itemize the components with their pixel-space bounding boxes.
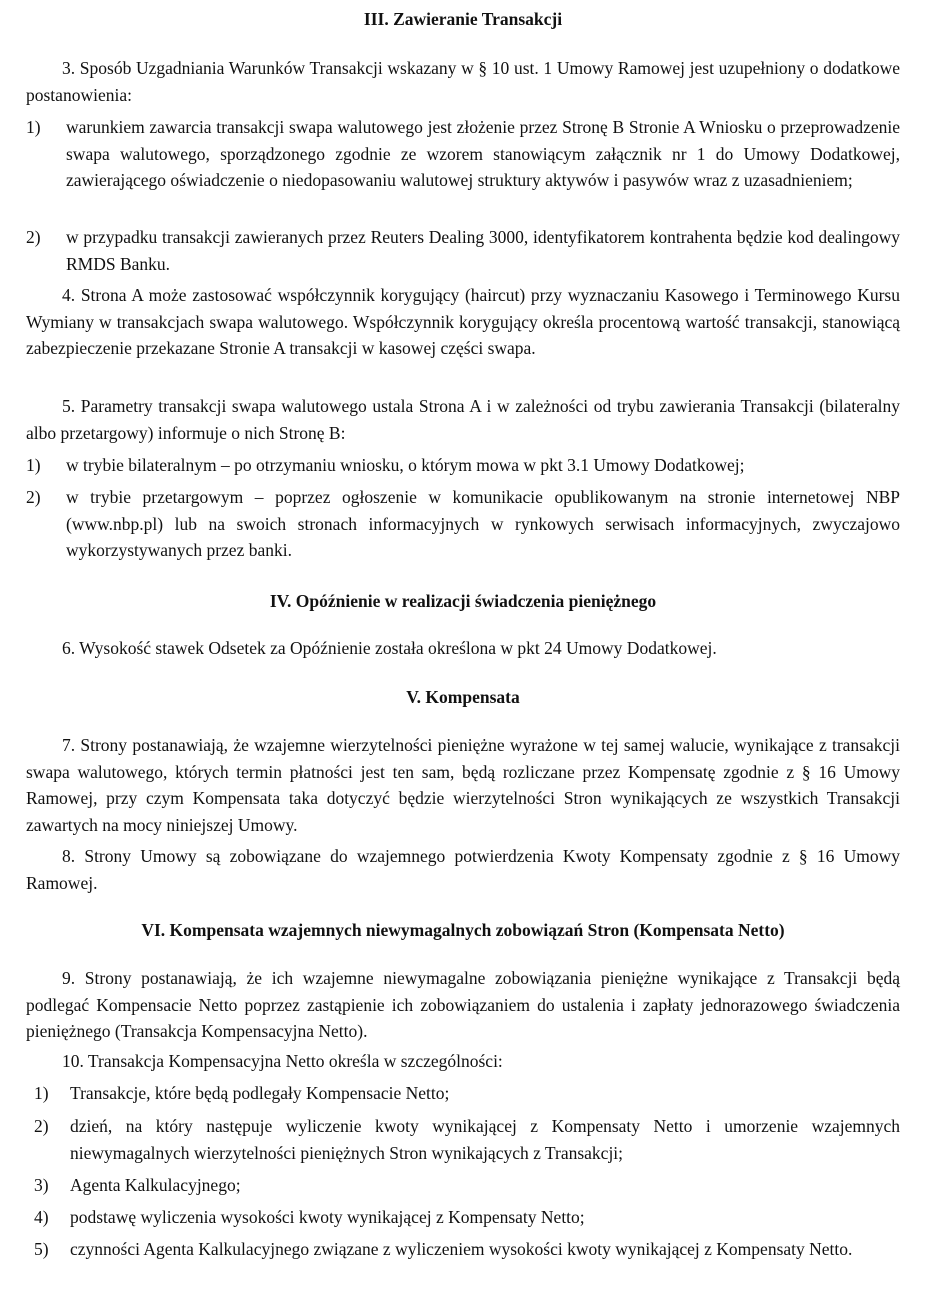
list-item <box>26 1113 900 1166</box>
paragraph-7: 7. Strony postanawiają, że wzajemne wierzytelności pieniężne wyrażone w tej samej walucie, wynikające z transakcji swapa walutowego, których termin płatności jest ten sam, będą rozliczane przez Kompensatę zgodnie z § 16 Umowy Ramowej, przy czym Kompensata taka dotyczyć będzie wierzytelności Stron wynikających ze wszystkich Transakcji zawartych na mocy niniejszej Umowy. <box>26 735 900 835</box>
section-heading-4: IV. Opóźnienie w realizacji świadczenia pieniężnego <box>269 591 657 611</box>
list-number: 3) <box>34 1175 49 1195</box>
section-heading-3: III. Zawieranie Transakcji <box>363 9 563 29</box>
list-item <box>26 1204 900 1231</box>
list-number: 2) <box>34 1116 49 1136</box>
paragraph-8: 8. Strony Umowy są zobowiązane do wzajemnego potwierdzenia Kwoty Kompensaty zgodnie z § 16 Umowy Ramowej. <box>26 846 900 893</box>
list-text: Transakcje, które będą podlegały Kompensacie Netto; <box>70 1083 450 1103</box>
list-text: warunkiem zawarcia transakcji swapa walutowego jest złożenie przez Stronę B Stronie A Wniosku o przeprowadzenie swapa walutowego, sporządzonego zgodnie ze wzorem stanowiącym załącznik nr 1 do Umowy Dodatkowej, zawierającego oświadczenie o niedopasowaniu walutowej struktury aktywów i pasywów wraz z uzasadnieniem; <box>66 117 900 190</box>
paragraph-10: 10. Transakcja Kompensacyjna Netto określa w szczególności: <box>62 1051 503 1071</box>
list-number: 2) <box>26 487 41 507</box>
paragraph-9: 9. Strony postanawiają, że ich wzajemne niewymagalne zobowiązania pieniężne wynikające z Transakcji będą podlegać Kompensacie Netto poprzez zastąpienie ich zobowiązaniem do ustalenia i zapłaty jednorazowego świadczenia pieniężnego (Transakcja Kompensacyjna Netto). <box>26 968 900 1041</box>
list-number: 1) <box>34 1083 49 1103</box>
list-number: 1) <box>26 455 41 475</box>
list-text: w przypadku transakcji zawieranych przez Reuters Dealing 3000, identyfikatorem kontrahenta będzie kod dealingowy RMDS Banku. <box>66 227 900 274</box>
list-item <box>26 484 900 564</box>
list-number: 2) <box>26 227 41 247</box>
section-heading-5: V. Kompensata <box>406 687 520 707</box>
list-item <box>26 224 900 277</box>
list-item <box>26 1080 900 1107</box>
list-text: Agenta Kalkulacyjnego; <box>70 1175 241 1195</box>
list-number: 5) <box>34 1239 49 1259</box>
paragraph-6: 6. Wysokość stawek Odsetek za Opóźnienie została określona w pkt 24 Umowy Dodatkowej. <box>62 638 717 658</box>
list-number: 1) <box>26 117 41 137</box>
list-text: w trybie przetargowym – poprzez ogłoszenie w komunikacie opublikowanym na stronie internetowej NBP (www.nbp.pl) lub na swoich stronach informacyjnych w rynkowych serwisach informacyjnych, zwyczajowo wykorzystywanych przez banki. <box>66 487 900 560</box>
section-heading-6: VI. Kompensata wzajemnych niewymagalnych zobowiązań Stron (Kompensata Netto) <box>141 920 785 940</box>
list-item <box>26 1172 900 1199</box>
paragraph-3: 3. Sposób Uzgadniania Warunków Transakcji wskazany w § 10 ust. 1 Umowy Ramowej jest uzupełniony o dodatkowe postanowienia: <box>26 58 900 105</box>
list-text: w trybie bilateralnym – po otrzymaniu wniosku, o którym mowa w pkt 3.1 Umowy Dodatkowej; <box>66 455 745 475</box>
list-item <box>26 452 900 479</box>
list-number: 4) <box>34 1207 49 1227</box>
paragraph-4: 4. Strona A może zastosować współczynnik korygujący (haircut) przy wyznaczaniu Kasowego i Terminowego Kursu Wymiany w transakcjach swapa walutowego. Współczynnik korygujący określa procentową wartość transakcji, stanowiącą zabezpieczenie przekazane Stronie A transakcji w kasowej części swapa. <box>26 285 900 358</box>
list-text: dzień, na który następuje wyliczenie kwoty wynikającej z Kompensaty Netto i umorzenie wzajemnych niewymagalnych wierzytelności pieniężnych Stron wynikających z Transakcji; <box>70 1116 900 1163</box>
list-item <box>26 114 900 194</box>
paragraph-5: 5. Parametry transakcji swapa walutowego ustala Strona A i w zależności od trybu zawierania Transakcji (bilateralny albo przetargowy) informuje o nich Stronę B: <box>26 396 900 443</box>
list-text: podstawę wyliczenia wysokości kwoty wynikającej z Kompensaty Netto; <box>70 1207 585 1227</box>
list-item <box>26 1236 900 1263</box>
list-text: czynności Agenta Kalkulacyjnego związane z wyliczeniem wysokości kwoty wynikającej z Kompensaty Netto. <box>70 1239 853 1259</box>
